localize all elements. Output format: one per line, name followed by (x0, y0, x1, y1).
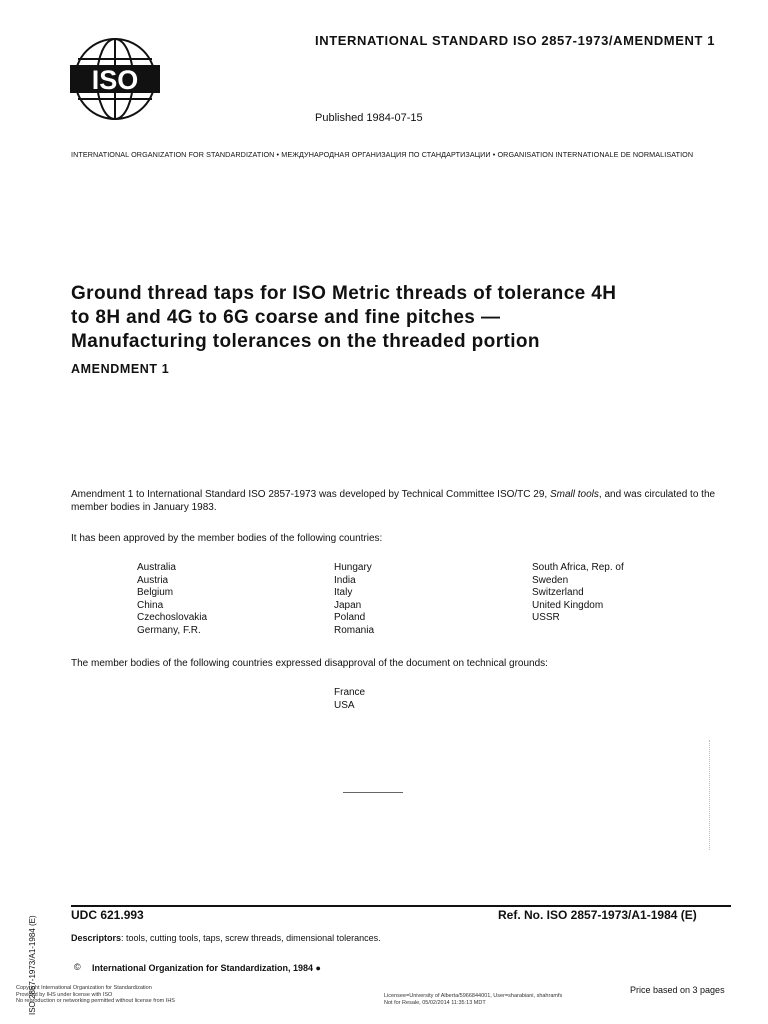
copyright-symbol: © (74, 962, 81, 972)
country: Australia (137, 562, 176, 573)
standard-title: INTERNATIONAL STANDARD ISO 2857-1973/AMENDMENT 1 (315, 33, 716, 48)
country: China (137, 599, 164, 611)
country: Austria (137, 574, 169, 586)
country: Belgium (137, 587, 174, 599)
disapproval-intro: The member bodies of the following countries expressed disapproval of the document on technical grounds: (71, 658, 548, 669)
copyright: International Organization for Standardization, 1984 ● (92, 963, 321, 973)
title-line-1: Ground thread taps for ISO Metric threads of tolerance 4H (71, 283, 617, 304)
approved-column-3 (532, 562, 624, 625)
organization-line: INTERNATIONAL ORGANIZATION FOR STANDARDIZATION • МЕЖДУНАРОДНАЯ ОРГАНИЗАЦИЯ ПО СТАНДАРТИЗАЦИИ • ORGANISATION INTERNATIONALE DE NORMALISATION (71, 150, 694, 159)
notice-line: No reproduction or networking permitted without license from IHS (16, 998, 175, 1004)
separator (343, 792, 403, 793)
notice-line: Provided by IHS under license with ISO (16, 991, 113, 998)
country: Hungary (334, 562, 372, 573)
side-code-text: ISO 2857-1973/A1-1984 (E) (28, 915, 37, 1015)
country: Germany, F.R. (137, 624, 201, 636)
document-title (71, 282, 616, 354)
amendment-label: AMENDMENT 1 (71, 362, 170, 376)
descriptors-text: : tools, cutting tools, taps, screw threads, dimensional tolerances. (121, 933, 381, 943)
country: Romania (334, 624, 375, 636)
country: Japan (334, 599, 362, 611)
footer-rule (71, 905, 731, 907)
country: Czechoslovakia (137, 612, 208, 624)
published-date: Published 1984-07-15 (315, 112, 423, 124)
country: India (334, 574, 356, 586)
notice-line: Licensee=University of Alberta/5966844001, User=sharabiani, shahramfs (384, 993, 563, 999)
country: Poland (334, 612, 366, 624)
notice-line: Copyright International Organization for Standardization (16, 985, 152, 991)
country: South Africa, Rep. of (532, 562, 624, 573)
country: USA (334, 699, 355, 711)
intro-text-2: , and was circulated to the member bodies in January 1983. (71, 489, 716, 513)
intro-text-1: Amendment 1 to International Standard ISO 2857-1973 was developed by Technical Committee ISO/TC 29, (71, 489, 550, 500)
price-note: Price based on 3 pages (630, 985, 725, 995)
descriptors (71, 933, 381, 943)
country: Sweden (532, 574, 569, 586)
udc-number: UDC 621.993 (71, 908, 144, 922)
scan-artifact (709, 740, 712, 850)
disapproval-list (334, 687, 365, 712)
country: United Kingdom (532, 599, 604, 611)
svg-text:ISO: ISO (91, 65, 139, 95)
country: Switzerland (532, 587, 584, 599)
iso-logo (70, 34, 160, 124)
license-notice-left (16, 985, 175, 1005)
intro-paragraph (71, 488, 721, 514)
approved-column-2 (334, 562, 374, 638)
reference-number: Ref. No. ISO 2857-1973/A1-1984 (E) (498, 908, 697, 922)
country: USSR (532, 612, 560, 624)
notice-line: Not for Resale, 05/02/2014 11:35:13 MDT (384, 999, 486, 1006)
approved-intro: It has been approved by the member bodies of the following countries: (71, 533, 383, 544)
title-line-3: Manufacturing tolerances on the threaded portion (71, 331, 540, 352)
approved-column-1 (137, 562, 207, 638)
country: France (334, 687, 366, 698)
license-notice-right (384, 993, 562, 1006)
intro-committee-name: Small tools (549, 489, 599, 500)
title-line-2: to 8H and 4G to 6G coarse and fine pitches — (71, 307, 501, 328)
country: Italy (334, 587, 353, 599)
descriptors-label: Descriptors (71, 933, 122, 943)
